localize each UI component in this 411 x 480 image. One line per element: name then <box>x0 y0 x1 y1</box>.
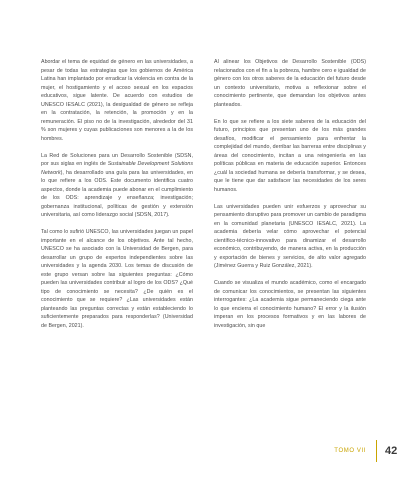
left-paragraph-1: Abordar el tema de equidad de género en las universidades, a pesar de todas las estrategias que los gobiernos de América Latina han implantado por erradicar la violencia en contra de la mujer, el hostigamiento y el acoso sexual en los espacios educativos, sigue latente. De acuerdo con estudios de UNESCO IESALC (2021), la desigualdad de género se refleja en la contratación, la retención, la promoción y en la remuneración. El piso no de la investigación, alrededor del 31 % son mujeres y cuyas publicaciones son menores a la de los hombres. <box>41 59 193 142</box>
left-paragraph-2 <box>41 152 193 220</box>
right-paragraph-3: Las universidades pueden unir esfuerzos y aprovechar su pensamiento disruptivo para promover un cambio de paradigma en la comunidad planetaria (UNESCO IESALC, 2021). La academia debería velar cómo aprovechar el potencial científico-técnico-innovativo para dinamizar el desarrollo económico, contribuyendo, de manera activa, en la producción y exportación de bienes y servicios, de alto valor agregado (Jiménez Guerra y Ruiz González, 2021). <box>214 203 366 269</box>
right-column <box>214 58 366 339</box>
page-footer <box>334 443 411 459</box>
left-paragraph-3: Tal como lo sufirió UNESCO, las universidades juegan un papel importante en el alcance de los objetivos. Ante tal hecho, UNESCO se ha asociado con la Universidad de Bergen, para desarrollar un grupo de expertos independientes sobre las universidades y la agenda 2030. Los temas de discusión de este grupo versan sobre las siguientes preguntas: ¿Cómo pueden las universidades contribuir al logro de los ODS? ¿Qué tipo de conocimiento se necesita? ¿De quién es el conocimiento que se requiere? ¿Las universidades están planteando las preguntas correctas y están estableciendo lo suficientemente preparados para responderlas? (Universidad de Bergen, 2021). <box>41 229 193 329</box>
volume-label: TOMO VII <box>334 448 366 454</box>
left-paragraph-2-text-a: La Red de Soluciones para un Desarrollo Sostenible (SDSN, por sus siglas en inglés de <box>41 152 193 167</box>
left-column <box>41 58 193 339</box>
right-paragraph-1: Al alinear los Objetivos de Desarrollo Sostenible (ODS) relacionados con el fin a la pobreza, hambre cero e igualdad de género con los otros saberes de la educación del futuro desde un contexto universitario, motiva a reflexionar sobre el conocimiento pertinente, que demandan los objetivos antes planteados. <box>214 59 366 108</box>
right-paragraph-2: En lo que se refiere a los siete saberes de la educación del futuro, principios que presentan uno de los más grandes desafíos, modificar el pensamiento para enfrentar la complejidad del mundo, derribar las barreras entre disciplinas y áreas del conocimiento, incitan a una reingeniería en las políticas públicas en materia de educación superior. Entonces ¿cuál la sociedad humana se debería transformar, y se desea, que le tiene que dar satisfacer las necesidades de los seres humanos. <box>214 118 366 193</box>
left-paragraph-2-italic: Sustainable Development Solutions Network <box>41 161 193 176</box>
right-paragraph-4: Cuando se visualiza el mundo académico, como el encargado de comunicar los conocimientos, se presentan las siguientes interrogantes: ¿La academia sigue permaneciendo ciega ante lo que encierra el conocimiento humano? El error y la ilusión imperan en los procesos formativos y en las labores de investigación, sin que <box>214 280 366 329</box>
page-number: 42 <box>385 445 398 457</box>
left-paragraph-2-text-b: ), ha desarrollado una guía para las universidades, en lo que refiere a los ODS. Este documento identifica cuatro aspectos, donde la academia puede abonar en el cumplimiento de los ODS: aprendizaje y enseñanza; investigación; gobernanza institucional, políticas de gestión y extensión universitaria, así como liderazgo social (SDSN, 2017). <box>41 169 193 218</box>
footer-divider <box>376 440 377 462</box>
